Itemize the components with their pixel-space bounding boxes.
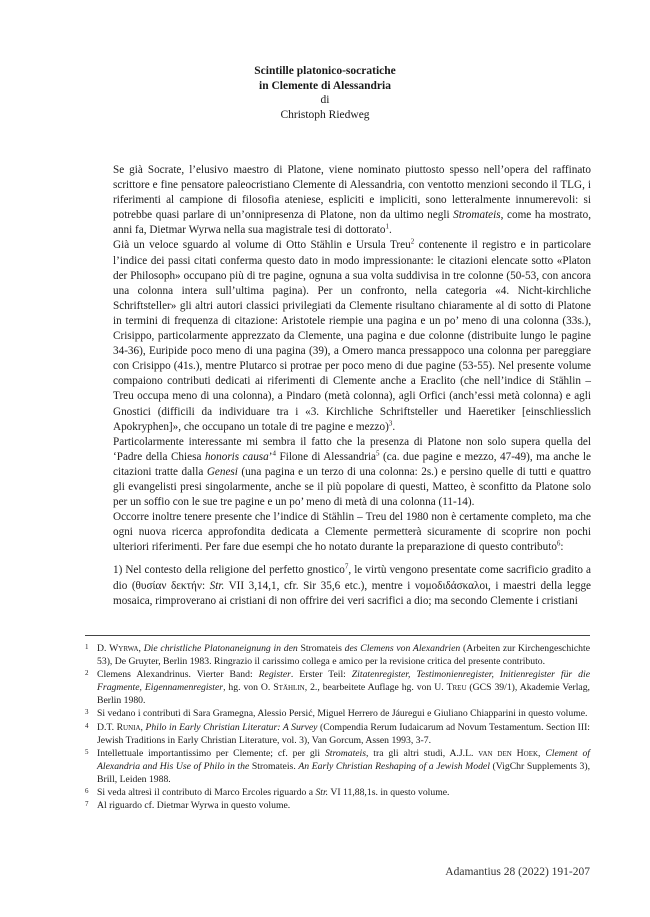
- footnote-ref-7[interactable]: 7: [344, 562, 349, 571]
- footnote-number: 1: [85, 643, 89, 651]
- paragraph-4: Occorre inoltre tenere presente che l’indice di Stählin – Treu del 1980 non è certamente completo, ma che ogni nuova ricerca approfondita dedicata a Clemente permetterà sicuramente di scoprire non pochi ulteriori riferimenti. Per fare due esempi che ho notato durante la preparazione di questo contributo$^6$:: [113, 511, 591, 554]
- footnote-text: Clemens Alexandrinus. Vierter Band: Register. Erster Teil: Zitatenregister, Testimonienregister, Initienregister für die Fragmente, Eigennamenregister, hg. von O. Stählin, 2., bearbeitete Auflage hg. von U. Treu (GCS 39/1), Akademie Verlag, Berlin 1980.: [97, 669, 590, 707]
- article-header: [0, 64, 650, 122]
- footnote-ref-4[interactable]: 4: [272, 449, 276, 458]
- footnote-7: [85, 799, 590, 812]
- footnote-number: 5: [85, 747, 89, 756]
- byline-di: di: [320, 94, 330, 106]
- footnote-text: D.T. Runia, Philo in Early Christian Literatur: A Survey (Compendia Rerum Iudaicarum ad Novum Testamentum. Section III: Jewish Traditions in Early Christian Literature, vol. 3), Van Gorcum, Assen 1993, 3-7.: [97, 721, 590, 746]
- footnote-5: [85, 747, 590, 786]
- footnote-text: Al riguardo cf. Dietmar Wyrwa in questo volume.: [97, 800, 291, 812]
- footnote-4: [85, 721, 590, 747]
- paragraph-2: Già un veloce sguardo al volume di Otto Stählin e Ursula Treu$^2$ contenente il registro e in particolare l’indice dei passi citati conferma questo dato in modo impressionante: le citazioni elencate sotto «Platon der Philosoph» occupano più di tre pagine, ognuna a sua volta suddivisa in tre colonne (50-53, con ancora una colonna intera sull’ultima pagina). Per un confronto, nella categoria «4. Nicht-kirchliche Schriftsteller» gli altri autori classici privilegiati da Clemente risultano chiaramente al di sotto di Platone in termini di frequenza di citazione: Aristotele riempie una pagina e un po’ meno di una colonna (33s.), Crisippo, particolarmente apprezzato da Clemente, una pagina e due colonne (distribuite lungo le pagine 34-36), Euripide poco meno di una pagina (39), a Omero manca pressappoco una colonna per pareggiare con Crisippo (41s.), mentre Plutarco si protrae per poco meno di due pagine (53-55). Nel presente volume compaiono contributi dedicati ai riferimenti di Clemente anche a Eraclito (che nell’indice di Stählin – Treu occupa meno di una colonna), a Pindaro (metà colonna), agli Orfici (anch’essi metà colonna) e agli Gnostici (difficili da individuare tra i «3. Kirchliche Schriftsteller und Haeretiker [einschliesslich Apokryphen]», che occupano un totale di tre pagine e mezzo)$^3$.: [113, 237, 591, 433]
- footnote-text: Intellettuale importantissimo per Clemente; cf. per gli Stromateis, tra gli altri studi, A.J.L. van den Hoek, Clement of Alexandria and His Use of Philo in the Stromateis. An Early Christian Reshaping of a Jewish Model (VigChr Supplements 3), Brill, Leiden 1988.: [97, 747, 591, 785]
- footnote-ref-6[interactable]: 6: [556, 539, 561, 548]
- footnote-number: 6: [85, 787, 89, 796]
- footnotes: [85, 642, 590, 812]
- paragraph-5: 1) Nel contesto della religione del perfetto gnostico$^7$, le virtù vengono presentate come sacrificio gradito a dio (θυσίαν δεκτήν: Str. VII 3,14,1, cfr. Sir 35,6 etc.), mentre i νομοδιδάσκαλοι, i maestri della legge mosaica, rimproverano ai cristiani di non offrire dei veri sacrifici a dio; ma secondo Clemente i cristiani: [113, 562, 592, 607]
- article-title-line-2: in Clemente di Alessandria: [259, 79, 391, 92]
- author-name: Christoph Riedweg: [280, 108, 370, 121]
- paragraph-3: Particolarmente interessante mi sembra il fatto che la presenza di Platone non solo supera quella del ‘Padre della Chiesa honoris causa’$^4$ Filone di Alessandria$^5$ (ca. due pagine e mezzo, 47-49), ma anche le citazioni tratte dalla Genesi (una pagina e un terzo di una colonna: 2s.) e persino quelle di tutti e quattro gli evangelisti presi singolarmente, anche se il più popolare di questi, Matteo, è sconfitto da Platone solo per un soffio con le sue tre pagine e un po’ meno di metà di una colonna (11-14).: [113, 435, 591, 509]
- footnote-text: Si vedano i contributi di Sara Gramegna, Alessio Persić, Miguel Herrero de Jáuregui e Giuliano Chiapparini in questo volume.: [97, 708, 588, 720]
- footnote-ref-5[interactable]: 5: [376, 449, 380, 458]
- main-body: [113, 163, 591, 609]
- footnote-1: [85, 642, 590, 668]
- footnote-ref-1[interactable]: 1: [385, 222, 390, 231]
- footnote-3: [85, 707, 590, 720]
- footnote-number: 4: [85, 721, 89, 730]
- article-title-line-1: Scintille platonico-socratiche: [254, 65, 396, 77]
- footnote-number: 3: [85, 708, 89, 717]
- footnote-6: [85, 786, 590, 799]
- paragraph-1: Se già Socrate, l’elusivo maestro di Platone, viene nominato piuttosto spesso nell’opera del raffinato scrittore e fine pensatore paleocristiano Clemente di Alessandria, con ventotto menzioni secondo il TLG, i riferimenti al campione di filosofia ateniese, espliciti e impliciti, sono letteralmente innumerevoli: si potrebbe quasi parlare di un’onnipresenza di Platone, non da ultimo negli Stromateis, come ha mostrato, anni fa, Dietmar Wyrwa nella sua magistrale tesi di dottorato$^1$.: [113, 164, 591, 237]
- footnote-ref-3[interactable]: 3: [388, 418, 393, 427]
- journal-citation: Adamantius 28 (2022) 191-207: [445, 866, 590, 878]
- footnote-text: D. Wyrwa, Die christliche Platonaneignung in den Stromateis des Clemens von Alexandrien (Arbeiten zur Kirchengeschichte 53), De Gruyter, Berlin 1983. Ringrazio il carissimo collega e amico per la revisione critica del presente contributo.: [97, 643, 591, 668]
- footnote-number: 2: [85, 669, 89, 678]
- footnote-divider: [85, 635, 590, 636]
- footnote-ref-2[interactable]: 2: [410, 237, 415, 246]
- footnote-number: 7: [85, 800, 89, 809]
- footnote-text: Si veda altresì il contributo di Marco Ercoles riguardo a Str. VI 11,88,1s. in questo volume.: [97, 787, 450, 799]
- footnote-2: [85, 668, 590, 707]
